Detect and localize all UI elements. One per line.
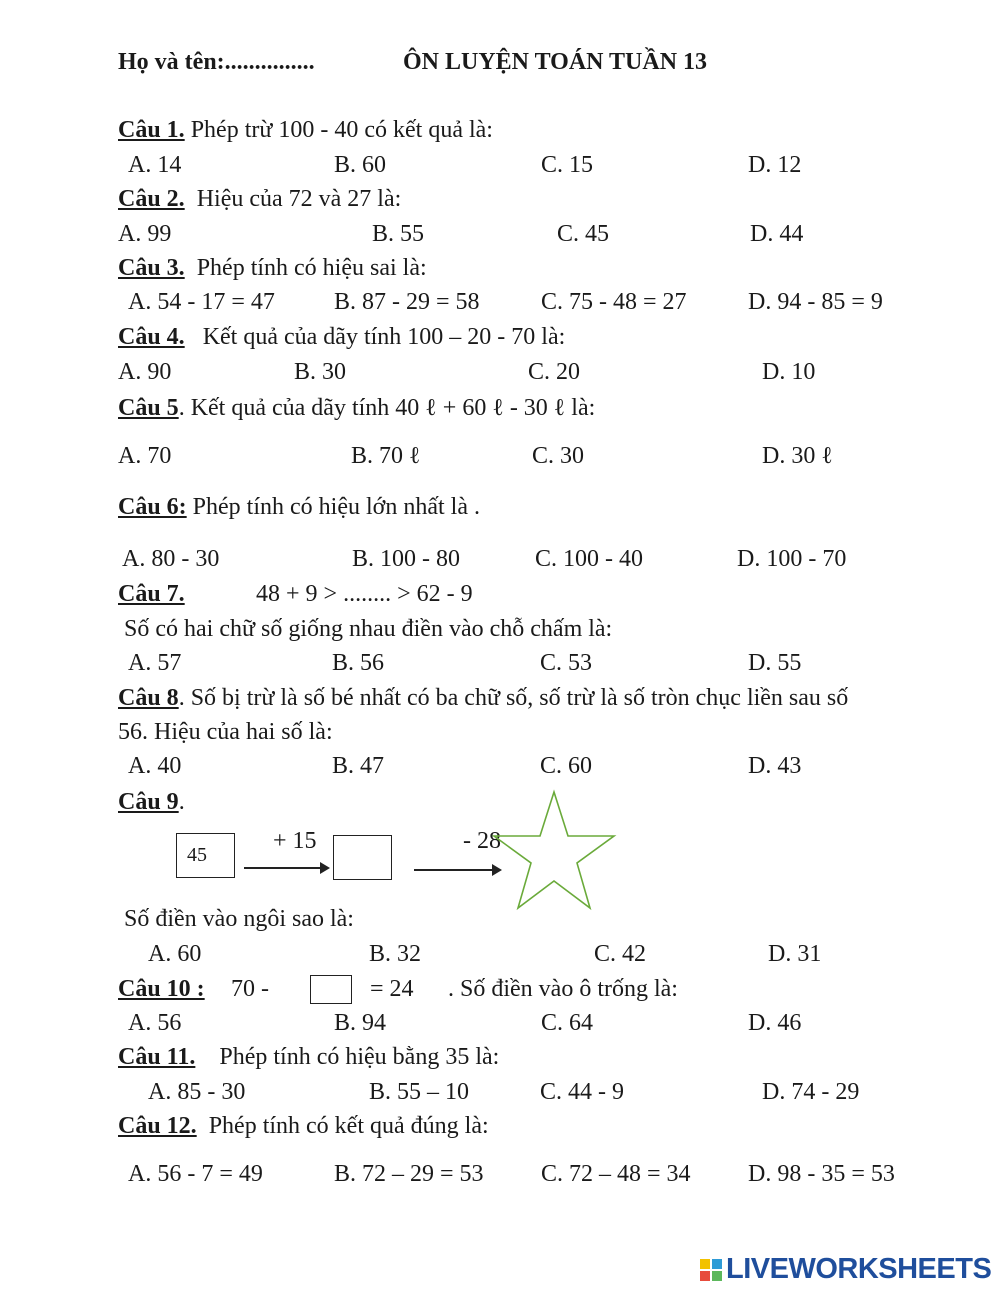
question-text: Phép tính có hiệu lớn nhất là . [192,494,480,520]
q6-option-a[interactable]: A. 80 - 30 [122,546,220,572]
question-label: Câu 4. [118,324,185,350]
question-8 [118,683,848,713]
q12-option-a[interactable]: A. 56 - 7 = 49 [128,1161,263,1187]
q10-option-d[interactable]: D. 46 [748,1010,802,1036]
question-12 [118,1111,489,1141]
q7-option-a[interactable]: A. 57 [128,650,182,676]
question-label: Câu 1. [118,117,185,143]
question-text: Phép tính có hiệu sai là: [196,255,427,281]
q3-option-a[interactable]: A. 54 - 17 = 47 [128,289,275,315]
q5-option-a[interactable]: A. 70 [118,443,172,469]
question-3 [118,253,427,283]
q12-option-c[interactable]: C. 72 – 48 = 34 [541,1161,691,1187]
q8-option-a[interactable]: A. 40 [128,753,182,779]
question-label: Câu 11. [118,1044,196,1070]
q1-option-d[interactable]: D. 12 [748,152,802,178]
answer-blank-box[interactable] [310,975,352,1004]
question-2 [118,184,401,214]
question-10-text: . Số điền vào ô trống là: [448,976,678,1002]
q11-option-c[interactable]: C. 44 - 9 [540,1079,624,1105]
q9-option-d[interactable]: D. 31 [768,941,822,967]
question-9 [118,787,185,817]
q9-option-a[interactable]: A. 60 [148,941,202,967]
q10-option-c[interactable]: C. 64 [541,1010,594,1036]
question-4 [118,322,565,352]
question-11 [118,1042,499,1072]
question-7-label: Câu 7. [118,581,185,607]
question-8-text-cont: 56. Hiệu của hai số là: [118,719,333,745]
question-label: Câu 12. [118,1113,197,1139]
question-7-text: Số có hai chữ số giống nhau điền vào chỗ chấm là: [124,616,613,642]
q5-option-b[interactable]: B. 70 ℓ [351,443,421,469]
page-title: ÔN LUYỆN TOÁN TUẦN 13 [403,49,708,75]
q9-option-c[interactable]: C. 42 [594,941,647,967]
liveworksheets-logo[interactable]: LIVEWORKSHEETS [726,1253,992,1285]
q3-option-d[interactable]: D. 94 - 85 = 9 [748,289,883,315]
q6-option-c[interactable]: C. 100 - 40 [535,546,643,572]
operation-plus-15: + 15 [273,828,317,854]
question-label: Câu 5 [118,395,179,421]
q4-option-c[interactable]: C. 20 [528,359,581,385]
q10-option-b[interactable]: B. 94 [334,1010,387,1036]
question-label: Câu 6: [118,494,187,520]
q12-option-b[interactable]: B. 72 – 29 = 53 [334,1161,484,1187]
q6-option-b[interactable]: B. 100 - 80 [352,546,460,572]
q4-option-b[interactable]: B. 30 [294,359,347,385]
q4-option-d[interactable]: D. 10 [762,359,816,385]
q2-option-a[interactable]: A. 99 [118,221,172,247]
question-text: . Kết quả của dãy tính 40 ℓ + 60 ℓ - 30 ℓ là: [178,395,596,421]
question-label: Câu 2. [118,186,185,212]
question-10-right: = 24 [370,976,414,1002]
liveworksheets-cube-icon [700,1259,722,1281]
question-text: Kết quả của dãy tính 100 – 20 - 70 là: [202,324,566,350]
q3-option-c[interactable]: C. 75 - 48 = 27 [541,289,687,315]
question-10-left: 70 - [231,976,269,1002]
q2-option-d[interactable]: D. 44 [750,221,804,247]
q1-option-b[interactable]: B. 60 [334,152,387,178]
star-answer-shape[interactable] [490,788,618,914]
question-text: Phép trừ 100 - 40 có kết quả là: [190,117,493,143]
arrow-1 [244,867,328,869]
q1-option-c[interactable]: C. 15 [541,152,594,178]
q2-option-c[interactable]: C. 45 [557,221,610,247]
question-10-label: Câu 10 : [118,976,205,1002]
question-label: Câu 9 [118,789,179,815]
q1-option-a[interactable]: A. 14 [128,152,182,178]
operation-minus-28: - 28 [463,828,501,854]
question-text: Hiệu của 72 và 27 là: [196,186,402,212]
question-text: . Số bị trừ là số bé nhất có ba chữ số, số trừ là số tròn chục liền sau số [178,685,849,711]
q8-option-c[interactable]: C. 60 [540,753,593,779]
q11-option-d[interactable]: D. 74 - 29 [762,1079,860,1105]
q12-option-d[interactable]: D. 98 - 35 = 53 [748,1161,895,1187]
q6-option-d[interactable]: D. 100 - 70 [737,546,847,572]
question-6 [118,492,480,522]
arrow-2 [414,869,500,871]
q7-option-d[interactable]: D. 55 [748,650,802,676]
q9-option-b[interactable]: B. 32 [369,941,422,967]
question-label: Câu 3. [118,255,185,281]
q3-option-b[interactable]: B. 87 - 29 = 58 [334,289,480,315]
q11-option-b[interactable]: B. 55 – 10 [369,1079,470,1105]
q11-option-a[interactable]: A. 85 - 30 [148,1079,246,1105]
q2-option-b[interactable]: B. 55 [372,221,425,247]
start-number: 45 [187,844,207,866]
q5-option-c[interactable]: C. 30 [532,443,585,469]
answer-box-middle[interactable] [333,835,392,880]
question-label: Câu 8 [118,685,179,711]
question-1 [118,115,493,145]
q4-option-a[interactable]: A. 90 [118,359,172,385]
question-9-text: Số điền vào ngôi sao là: [124,906,354,932]
question-text: Phép tính có kết quả đúng là: [208,1113,489,1139]
question-5 [118,393,595,423]
name-label: Họ và tên:............... [118,49,315,75]
question-text: Phép tính có hiệu bằng 35 là: [219,1044,500,1070]
question-7-expression: 48 + 9 > ........ > 62 - 9 [256,581,473,607]
q8-option-d[interactable]: D. 43 [748,753,802,779]
q7-option-b[interactable]: B. 56 [332,650,385,676]
q8-option-b[interactable]: B. 47 [332,753,385,779]
q10-option-a[interactable]: A. 56 [128,1010,182,1036]
start-number-box [176,833,235,878]
question-9-dot: . [178,789,185,815]
q7-option-c[interactable]: C. 53 [540,650,593,676]
q5-option-d[interactable]: D. 30 ℓ [762,443,833,469]
